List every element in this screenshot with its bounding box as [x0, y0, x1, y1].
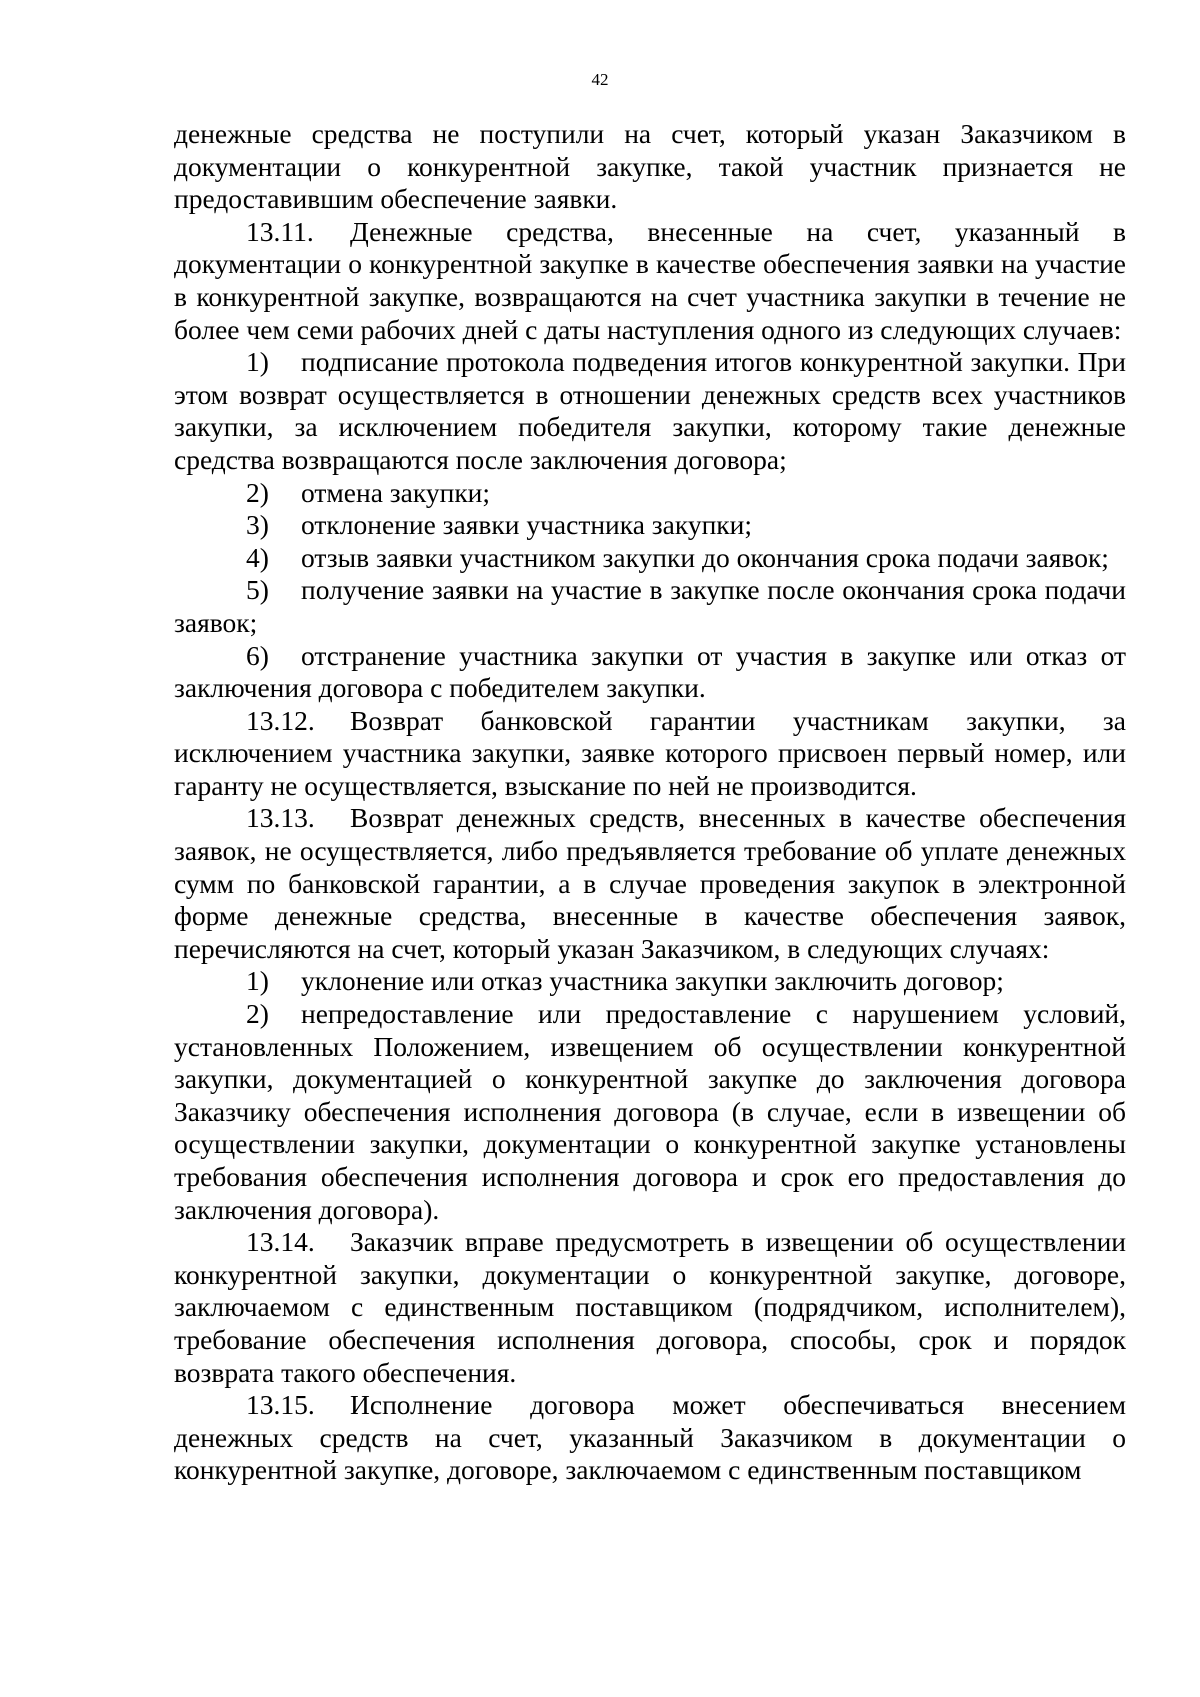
paragraph-text: отстранение участника закупки от участия в закупке или отказ от заключения договора с победителем закупки. [174, 639, 1126, 704]
paragraph-text: уклонение или отказ участника закупки заключить договор; [301, 965, 1004, 997]
page-number: 42 [591, 70, 609, 89]
paragraph-text: Возврат банковской гарантии участникам закупки, за исключением участника закупки, заявке которого присвоен первый номер, или гаранту не осуществляется, взыскание по ней не производится. [174, 704, 1126, 801]
paragraph-text: Исполнение договора может обеспечиваться внесением денежных средств на счет, указанный Заказчиком в документации о конкурентной закупке, договоре, заключаемом с единственным поставщиком [174, 1389, 1126, 1486]
list-item-2 [174, 998, 1126, 1226]
section-13-13 [174, 802, 1126, 965]
section-13-15 [174, 1389, 1126, 1487]
section-13-11 [174, 216, 1126, 346]
section-number: 13.14. [246, 1226, 315, 1258]
section-number: 13.13. [246, 802, 315, 834]
paragraph-text: отзыв заявки участником закупки до окончания срока подачи заявок; [301, 541, 1109, 573]
list-item-number: 2) [246, 476, 269, 508]
list-item-number: 1) [246, 346, 269, 378]
paragraph-text: непредоставление или предоставление с нарушением условий, установленных Положением, извещением об осуществлении конкурентной закупки, документацией о конкурентной закупке до заключения договора Заказчику обеспечения исполнения договора (в случае, если в извещении об осуществлении закупки, документации о конкурентной закупке установлены требования обеспечения исполнения договора и срок его предоставления до заключения договора). [174, 998, 1126, 1225]
paragraph-text: подписание протокола подведения итогов конкурентной закупки. При этом возврат осуществляется в отношении денежных средств всех участников закупки, за исключением победителя закупки, которому такие денежные средства возвращаются после заключения договора; [174, 346, 1126, 475]
list-item-1 [174, 965, 1126, 998]
section-13-14 [174, 1226, 1126, 1389]
list-item-number: 6) [246, 639, 269, 671]
list-item-number: 2) [246, 998, 269, 1030]
list-item-number: 5) [246, 574, 269, 606]
list-item-6 [174, 640, 1126, 705]
paragraph-text: денежные средства не поступили на счет, который указан Заказчиком в документации о конкурентной закупке, такой участник признается не предоставившим обеспечение заявки. [174, 118, 1126, 215]
paragraph-text: получение заявки на участие в закупке после окончания срока подачи заявок; [174, 574, 1126, 638]
section-number: 13.15. [246, 1389, 315, 1421]
document-body [174, 118, 1126, 1487]
list-item-5 [174, 574, 1126, 639]
section-number: 13.11. [246, 215, 314, 247]
list-item-number: 3) [246, 509, 269, 541]
list-item-4 [174, 542, 1126, 575]
list-item-1 [174, 346, 1126, 476]
paragraph-text: Возврат денежных средств, внесенных в качестве обеспечения заявок, не осуществляется, либо предъявляется требование об уплате денежных сумм по банковской гарантии, а в случае проведения закупок в электронной форме денежные средства, внесенные в качестве обеспечения заявок, перечисляются на счет, который указан Заказчиком, в следующих случаях: [174, 802, 1126, 964]
paragraph-text: отмена закупки; [301, 476, 491, 508]
list-item-2 [174, 477, 1126, 510]
section-number: 13.12. [246, 704, 315, 736]
section-13-12 [174, 705, 1126, 803]
paragraph-text: Заказчик вправе предусмотреть в извещении об осуществлении конкурентной закупки, документации о конкурентной закупке, договоре, заключаемом с единственным поставщиком (подрядчиком, исполнителем), требование обеспечения исполнения договора, способы, срок и порядок возврата такого обеспечения. [174, 1226, 1126, 1388]
paragraph-text: Денежные средства, внесенные на счет, указанный в документации о конкурентной закупке в качестве обеспечения заявки на участие в конкурентной закупке, возвращаются на счет участника закупки в течение не более чем семи рабочих дней с даты наступления одного из следующих случаев: [174, 215, 1126, 345]
list-item-3 [174, 509, 1126, 542]
paragraph-continuation [174, 118, 1126, 216]
list-item-number: 1) [246, 965, 269, 997]
paragraph-text: отклонение заявки участника закупки; [301, 509, 753, 541]
list-item-number: 4) [246, 541, 269, 573]
